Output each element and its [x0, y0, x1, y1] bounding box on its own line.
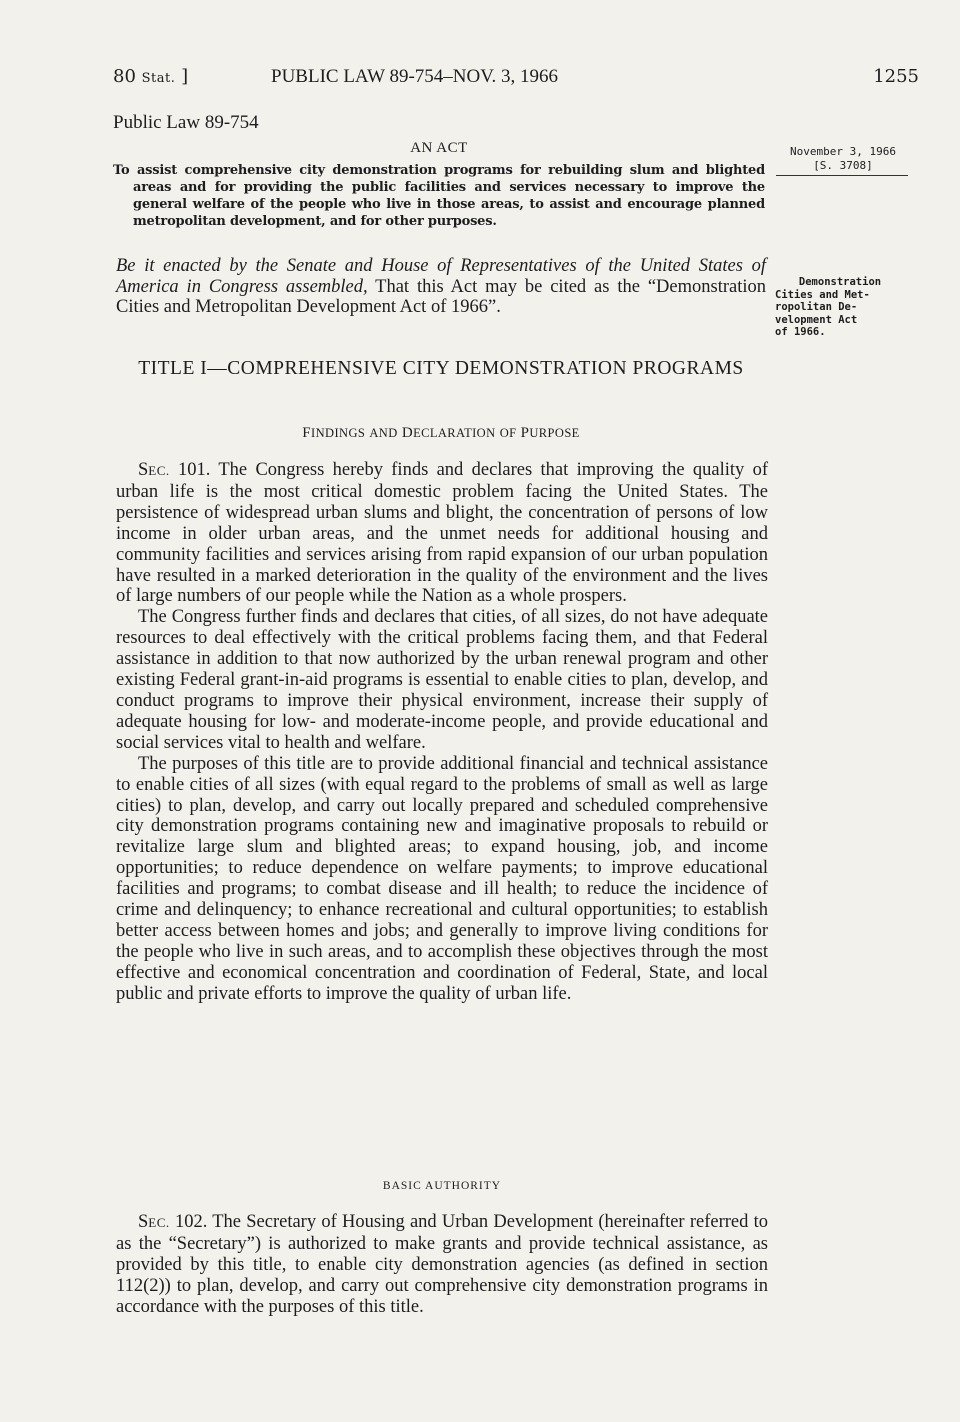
law-heading: Public Law 89-754	[113, 112, 259, 133]
an-act-heading: AN ACT	[410, 140, 468, 156]
enacting-clause	[116, 256, 766, 318]
section-102	[116, 1212, 768, 1318]
act-purpose	[113, 162, 765, 230]
page-number: 1255	[873, 66, 919, 87]
margin-rule	[776, 175, 908, 176]
findings-heading: FINDINGS AND DECLARATION OF PURPOSE	[302, 425, 580, 441]
margin-note-line1: Demonstration	[798, 276, 882, 288]
sec101-paragraph-1: SEC. 101. The Congress hereby finds and declares that improving the quality of urban life is the most critical domestic problem facing the United States. The persistence of widespread urban slums and blight, the concentration of persons of low income in older urban areas, and the unmet needs for additional housing and community facilities and services arising from rapid expansion of our urban population have resulted in a marked deterioration in the quality of the environment and the lives of large numbers of our people while the Nation as a whole prospers.	[116, 460, 768, 607]
sec101-paragraph-3: The purposes of this title are to provide additional financial and technical assistance to enable cities of all sizes (with equal regard to the problems of small as well as large cities) to plan, develop, and carry out locally prepared and scheduled comprehensive city demonstration programs containing new and imaginative proposals to rebuild or revitalize large slum and blighted areas; to expand housing, job, and income opportunities; to reduce dependence on welfare payments; to improve educational facilities and programs; to combat disease and ill health; to reduce the incidence of crime and delinquency; to enhance recreational and cultural opportunities; to establish better access between homes and jobs; and generally to improve living conditions for the people who live in such areas, and to accomplish these objectives through the most effective and economical concentration and coordination of Federal, State, and local public and private efforts to improve the quality of urban life.	[116, 753, 768, 1004]
title-heading: TITLE I—COMPREHENSIVE CITY DEMONSTRATION PROGRAMS	[138, 358, 744, 379]
sec102-label: SEC. 102.	[138, 1212, 208, 1232]
enacting-clause-text: That this Act may be cited as the “Demonstration Cities and Metropolitan Development Act of 1966”.	[116, 276, 766, 317]
statute-reference: 80 Stat. ]	[113, 66, 189, 87]
margin-short-title-note	[775, 276, 905, 339]
bill-number: [S. 3708]	[813, 159, 873, 172]
margin-date-note	[776, 145, 910, 176]
section-101	[116, 460, 768, 1005]
enacting-clause-italic: Be it enacted by the Senate and House of Representatives of the United States of America in Congress assembled,	[116, 256, 766, 297]
running-header	[113, 66, 919, 90]
act-purpose-text: To assist comprehensive city demonstration programs for rebuilding slum and blighted areas and for providing the public facilities and services necessary to improve the general welfare of the people who live in those areas, to assist and encourage planned metropolitan development, and for other purposes.	[113, 163, 765, 229]
sec101-paragraph-2: The Congress further finds and declares that cities, of all sizes, do not have adequate resources to deal effectively with the critical problems facing them, and that Federal assistance in addition to that now authorized by the urban renewal program and other existing Federal grant-in-aid programs is essential to enable cities to plan, develop, and conduct programs to improve their physical environment, increase their supply of adequate housing for low- and moderate-income people, and provide educational and social services vital to health and welfare.	[116, 607, 768, 753]
enactment-date: November 3, 1966	[790, 145, 896, 158]
margin-note-rest: Cities and Met- ropolitan De- velopment Act of 1966.	[775, 288, 870, 338]
sec102-paragraph-1: SEC. 102. The Secretary of Housing and Urban Development (hereinafter referred to as the “Secretary”) is authorized to make grants and provide technical assistance, as provided by this title, to enable city demonstration agencies (as defined in section 112(2)) to plan, develop, and carry out comprehensive city demonstration programs in accordance with the purposes of this title.	[116, 1212, 769, 1317]
basic-authority-heading: BASIC AUTHORITY	[382, 1180, 502, 1192]
sec101-label: SEC. 101.	[138, 460, 211, 480]
header-title: PUBLIC LAW 89-754–NOV. 3, 1966	[271, 66, 559, 87]
